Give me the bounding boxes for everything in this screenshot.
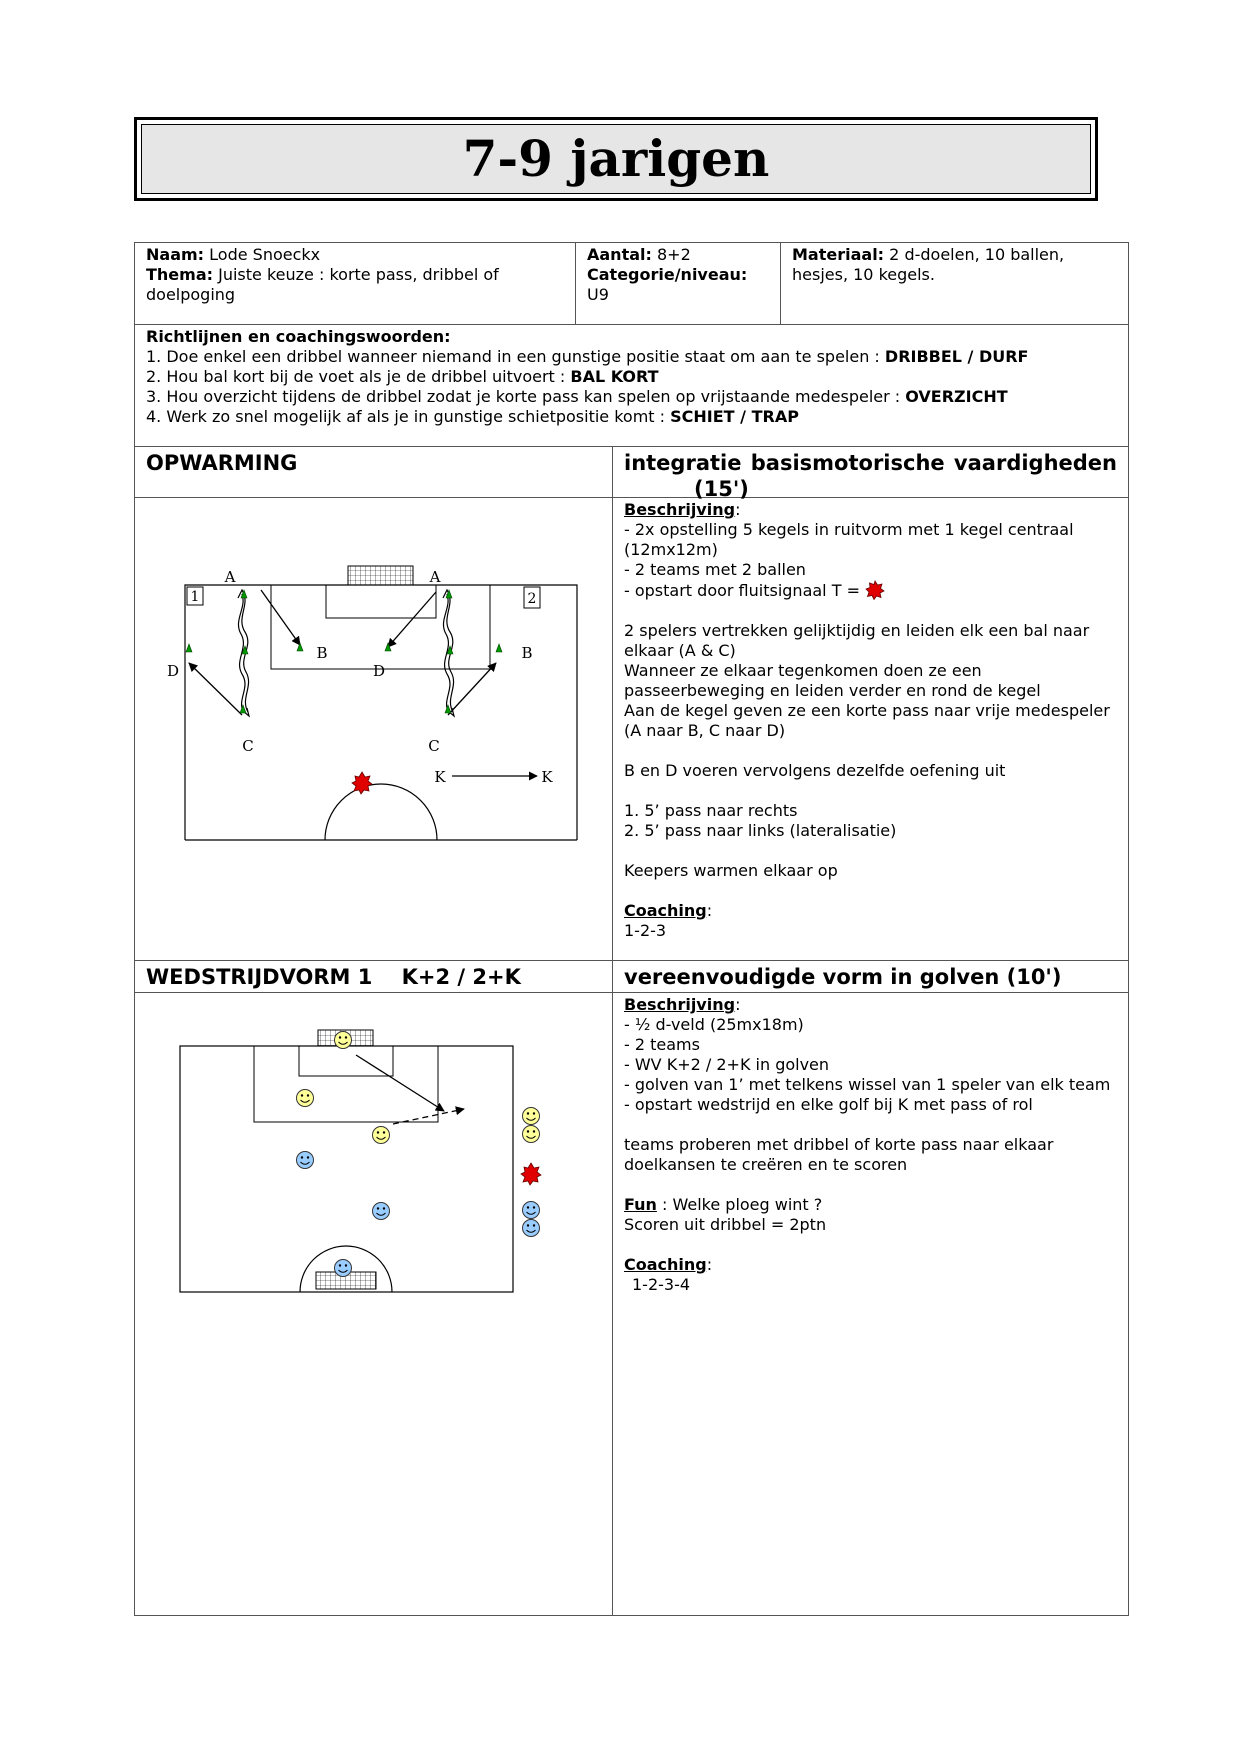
info-aantal <box>576 243 780 324</box>
beschrijving-label: Beschrijving <box>624 995 736 1014</box>
richtlijn-item: 3. Hou overzicht tijdens de dribbel zodat je korte pass kan spelen op vrijstaande medespeler : OVERZICHT <box>146 387 1008 406</box>
materiaal-label: Materiaal: <box>792 245 885 264</box>
richtlijnen-heading: Richtlijnen en coachingswoorden: <box>146 327 451 346</box>
cone-icon <box>186 590 502 713</box>
richtlijn-item: 2. Hou bal kort bij de voet als je de dribbel uitvoert : BAL KORT <box>146 367 659 386</box>
richtlijn-item: 1. Doe enkel een dribbel wanneer niemand in een gunstige positie staat om aan te spelen : DRIBBEL / DURF <box>146 347 1029 366</box>
opwarming-description: Beschrijving: - 2x opstelling 5 kegels in ruitvorm met 1 kegel centraal (12mx12m) - 2 teams met 2 ballen - opstart door fluitsignaal T = 2 spelers vertrekken gelijktijdig en leiden elk een bal naar elkaar (A & C) Wanneer ze elkaar tegenkomen doen ze een passeerbeweging en leiden verder en rond de kegel Aan de kegel geven ze een korte pass naar vrije medespeler (A naar B, C naar D) B en D voeren vervolgens dezelfde oefening uit 1. 5’ pass naar rechts 2. 5’ pass naar links (lateralisatie) Keepers warmen elkaar op Coaching: 1-2-3 <box>624 500 1110 940</box>
categorie-value: U9 <box>587 285 609 304</box>
whistle-icon <box>521 1163 541 1185</box>
wedstrijdvorm-description: Beschrijving: - ½ d-veld (25mx18m) - 2 teams - WV K+2 / 2+K in golven - golven van 1’ met telkens wissel van 1 speler van elk team - opstart wedstrijd en elke golf bij K met pass of rol teams proberen met dribbel of korte pass naar elkaar doelkansen te creëren en te scoren Fun : Welke ploeg wint ? Scoren uit dribbel = 2ptn Coaching: 1-2-3-4 <box>624 995 1111 1294</box>
diagram-label: D <box>372 662 386 680</box>
diagram-label: 1 <box>190 589 200 605</box>
diagram-label: K <box>434 768 446 786</box>
aantal-value: 8+2 <box>657 245 691 264</box>
diagram-label: C <box>242 737 254 755</box>
richtlijnen-section <box>135 325 1128 446</box>
whistle-icon <box>865 580 885 600</box>
diagram-label: B <box>521 644 533 662</box>
fun-label: Fun <box>624 1195 657 1214</box>
coaching-label: Coaching <box>624 1255 707 1274</box>
wedstrijdvorm-diagram <box>170 1010 550 1310</box>
divider <box>134 446 1129 447</box>
wedstrijdvorm-header: WEDSTRIJDVORM 1 K+2 / 2+K <box>146 965 521 989</box>
opwarming-diagram <box>160 560 590 850</box>
divider <box>134 960 1129 961</box>
info-materiaal <box>781 243 1128 324</box>
info-naam-thema <box>135 243 575 324</box>
blue-player-icon <box>297 1152 540 1277</box>
opwarming-subheader: integratie basismotorische vaardigheden (15') <box>624 451 1117 501</box>
richtlijn-item: 4. Werk zo snel mogelijk af als je in gunstige schietpositie komt : SCHIET / TRAP <box>146 407 799 426</box>
wedstrijdvorm-subheader: vereenvoudigde vorm in golven (10') <box>624 965 1062 989</box>
aantal-label: Aantal: <box>587 245 652 264</box>
coaching-label: Coaching <box>624 901 707 920</box>
page-title: 7-9 jarigen <box>141 124 1091 194</box>
thema-label: Thema: <box>146 265 214 284</box>
diagram-label: K <box>541 768 553 786</box>
materiaal-value: 2 d-doelen, 10 ballen, hesjes, 10 kegels. <box>792 245 1065 284</box>
diagram-label: A <box>429 568 441 586</box>
categorie-label: Categorie/niveau: <box>587 265 748 284</box>
title-frame <box>134 117 1098 201</box>
thema-value: Juiste keuze : korte pass, dribbel of doelpoging <box>146 265 499 304</box>
beschrijving-label: Beschrijving <box>624 500 736 519</box>
diagram-label: D <box>166 662 180 680</box>
diagram-label: A <box>224 568 236 586</box>
yellow-player-icon <box>297 1032 540 1144</box>
whistle-icon <box>352 772 372 794</box>
diagram-label: B <box>316 644 328 662</box>
opwarming-header: OPWARMING <box>146 451 298 475</box>
naam-label: Naam: <box>146 245 205 264</box>
diagram-label: 2 <box>527 591 537 607</box>
diagram-label: C <box>428 737 440 755</box>
naam-value: Lode Snoeckx <box>209 245 321 264</box>
